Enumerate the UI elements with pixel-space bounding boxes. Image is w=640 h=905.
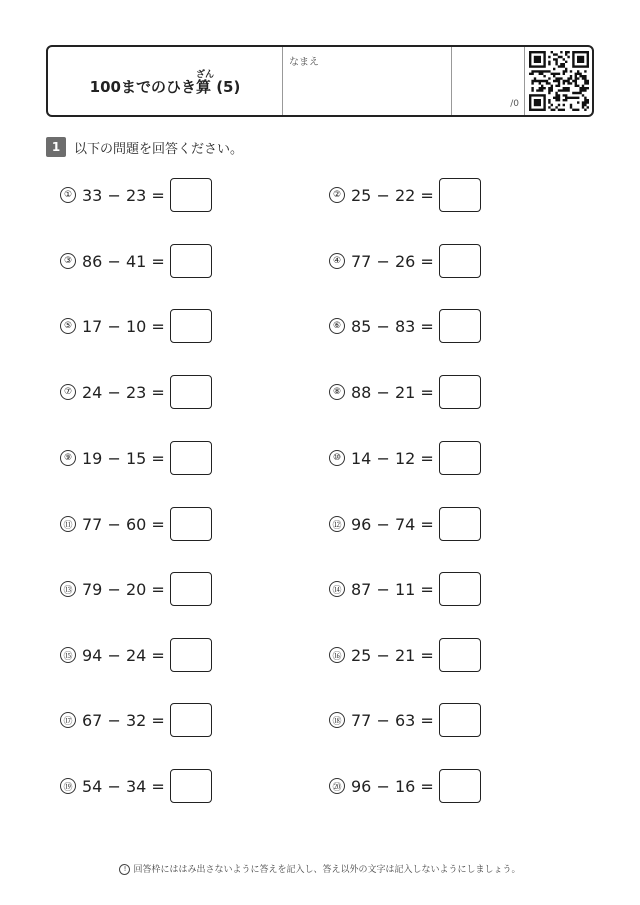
problem-item	[329, 243, 481, 279]
answer-box[interactable]	[170, 441, 212, 475]
problem-number: ⑫	[329, 516, 345, 532]
qr-code-cell	[525, 47, 592, 115]
answer-box[interactable]	[170, 638, 212, 672]
answer-box[interactable]	[439, 703, 481, 737]
answer-box[interactable]	[439, 178, 481, 212]
problem-expression: 77 − 60 =	[82, 514, 165, 534]
answer-box[interactable]	[439, 441, 481, 475]
problem-item	[60, 702, 212, 738]
answer-box[interactable]	[170, 244, 212, 278]
problem-item	[60, 637, 212, 673]
problem-item	[329, 637, 481, 673]
problem-expression: 77 − 26 =	[351, 251, 434, 271]
problem-number: ⑰	[60, 712, 76, 728]
problem-number: ⑭	[329, 581, 345, 597]
footer-note	[0, 862, 640, 875]
problem-item	[60, 177, 212, 213]
problem-number: ⑬	[60, 581, 76, 597]
score-cell	[452, 47, 525, 115]
problem-expression: 96 − 74 =	[351, 514, 434, 534]
answer-box[interactable]	[439, 375, 481, 409]
problem-number: ⑦	[60, 384, 76, 400]
page-title: 100までのひき算 (5)	[89, 77, 241, 96]
problem-expression: 25 − 22 =	[351, 185, 434, 205]
problem-item	[329, 177, 481, 213]
problem-number: ⑩	[329, 450, 345, 466]
answer-box[interactable]	[170, 178, 212, 212]
answer-box[interactable]	[170, 572, 212, 606]
problem-expression: 67 − 32 =	[82, 710, 165, 730]
problem-number: ⑥	[329, 318, 345, 334]
worksheet-header	[46, 45, 594, 117]
answer-box[interactable]	[439, 507, 481, 541]
problem-item	[329, 440, 481, 476]
problem-expression: 24 − 23 =	[82, 382, 165, 402]
title-cell	[48, 47, 283, 115]
answer-box[interactable]	[439, 769, 481, 803]
title-ruby: ざん	[196, 70, 215, 80]
answer-box[interactable]	[170, 507, 212, 541]
problem-number: ⑲	[60, 778, 76, 794]
answer-box[interactable]	[170, 703, 212, 737]
problem-item	[60, 506, 212, 542]
problem-number: ⑤	[60, 318, 76, 334]
problem-item	[60, 374, 212, 410]
name-label: なまえ	[289, 57, 319, 68]
problem-number: ④	[329, 253, 345, 269]
problem-item	[329, 374, 481, 410]
section-instruction: 以下の問題を回答ください。	[74, 141, 244, 157]
section-number: 1	[46, 137, 66, 157]
problem-expression: 14 − 12 =	[351, 448, 434, 468]
answer-box[interactable]	[439, 244, 481, 278]
problem-number: ⑳	[329, 778, 345, 794]
answer-box[interactable]	[170, 769, 212, 803]
problem-item	[329, 571, 481, 607]
name-cell[interactable]	[283, 47, 452, 115]
problem-number: ⑱	[329, 712, 345, 728]
problem-number: ③	[60, 253, 76, 269]
problem-item	[60, 571, 212, 607]
problem-number: ⑨	[60, 450, 76, 466]
problem-expression: 87 − 11 =	[351, 579, 434, 599]
problem-expression: 77 − 63 =	[351, 710, 434, 730]
problem-item	[60, 440, 212, 476]
score-text: /0	[510, 99, 519, 109]
problem-expression: 54 − 34 =	[82, 776, 165, 796]
problem-expression: 17 − 10 =	[82, 316, 165, 336]
answer-box[interactable]	[170, 375, 212, 409]
problem-item	[60, 768, 212, 804]
problem-expression: 86 − 41 =	[82, 251, 165, 271]
problem-expression: 94 − 24 =	[82, 645, 165, 665]
qr-code-icon	[529, 51, 589, 111]
problem-expression: 33 − 23 =	[82, 185, 165, 205]
problem-expression: 85 − 83 =	[351, 316, 434, 336]
problem-item	[329, 702, 481, 738]
problem-expression: 25 − 21 =	[351, 645, 434, 665]
problem-item	[60, 308, 212, 344]
problem-number: ⑪	[60, 516, 76, 532]
problem-expression: 79 − 20 =	[82, 579, 165, 599]
problem-number: ①	[60, 187, 76, 203]
section-heading	[46, 137, 243, 157]
problem-item	[329, 506, 481, 542]
answer-box[interactable]	[439, 638, 481, 672]
info-icon: !	[119, 864, 130, 875]
problem-item	[60, 243, 212, 279]
problem-expression: 19 − 15 =	[82, 448, 165, 468]
answer-box[interactable]	[170, 309, 212, 343]
problem-number: ②	[329, 187, 345, 203]
problem-number: ⑮	[60, 647, 76, 663]
footer-text: 回答枠にははみ出さないように答えを記入し、答え以外の文字は記入しないようにしましょう。	[133, 865, 521, 875]
problem-expression: 96 − 16 =	[351, 776, 434, 796]
problem-number: ⑧	[329, 384, 345, 400]
problem-item	[329, 308, 481, 344]
problem-item	[329, 768, 481, 804]
problem-expression: 88 − 21 =	[351, 382, 434, 402]
answer-box[interactable]	[439, 572, 481, 606]
problem-number: ⑯	[329, 647, 345, 663]
answer-box[interactable]	[439, 309, 481, 343]
